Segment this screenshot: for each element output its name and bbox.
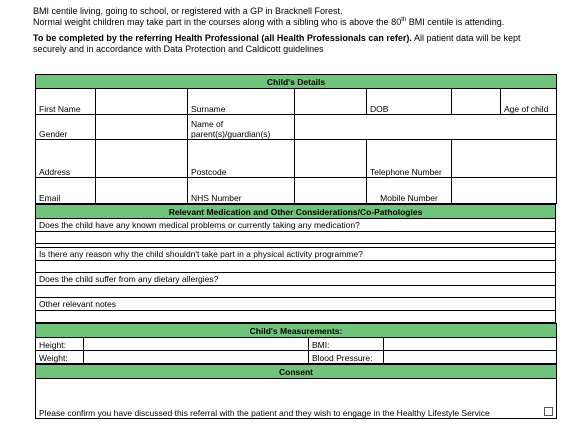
blood-pressure-label: Blood Pressure:: [309, 351, 384, 364]
email-field[interactable]: [96, 178, 188, 204]
surname-field[interactable]: [295, 89, 367, 115]
mobile-number-field[interactable]: [452, 178, 557, 204]
first-name-field[interactable]: [96, 89, 188, 115]
address-label: Address: [36, 140, 96, 178]
answer-medical-problems[interactable]: [36, 232, 556, 244]
bmi-field[interactable]: [384, 338, 557, 351]
medication-header: Relevant Medication and Other Considerations/Co-Pathologies: [36, 205, 556, 219]
parent-name-field[interactable]: [295, 115, 557, 140]
referral-form: [35, 74, 556, 419]
childs-details-table: [35, 74, 557, 204]
parent-name-label: Name of parent(s)/guardian(s): [188, 115, 295, 140]
question-dietary-allergies: Does the child suffer from any dietary allergies?: [36, 273, 556, 286]
nhs-number-field[interactable]: [295, 178, 367, 204]
dob-field[interactable]: [452, 89, 501, 115]
childs-details-header: Child's Details: [36, 75, 557, 89]
consent-table: [35, 364, 557, 419]
age-of-child-label: Age of child: [501, 89, 557, 115]
intro-line-1: BMI centile living, going to school, or registered with a GP in Bracknell Forest.: [33, 6, 343, 16]
consent-header: Consent: [36, 365, 557, 379]
question-medical-problems: Does the child have any known medical problems or currently taking any medication?: [36, 219, 556, 232]
medication-table: [35, 204, 556, 323]
consent-checkbox[interactable]: [544, 407, 553, 416]
nhs-number-label: NHS Number: [188, 178, 295, 204]
answer-other-notes[interactable]: [36, 311, 556, 323]
first-name-label: First Name: [36, 89, 96, 115]
measurements-table: [35, 323, 557, 364]
gender-field[interactable]: [96, 115, 188, 140]
answer-dietary-allergies[interactable]: [36, 286, 556, 298]
blood-pressure-field[interactable]: [384, 351, 557, 364]
mobile-number-label: Mobile Number: [367, 178, 452, 204]
weight-field[interactable]: [84, 351, 309, 364]
telephone-number-field[interactable]: [452, 140, 557, 178]
telephone-number-label: Telephone Number: [367, 140, 452, 178]
dob-label: DOB: [367, 89, 452, 115]
answer-physical-activity[interactable]: [36, 261, 556, 273]
intro-line-4: securely and in accordance with Data Protection and Caldicott guidelines: [33, 44, 324, 54]
address-field[interactable]: [96, 140, 188, 178]
consent-text: Please confirm you have discussed this referral with the patient and they wish to engage in the Healthy Lifestyle Service: [36, 379, 506, 419]
height-field[interactable]: [84, 338, 309, 351]
postcode-label: Postcode: [188, 140, 295, 178]
postcode-field[interactable]: [295, 140, 367, 178]
gender-label: Gender: [36, 115, 96, 140]
weight-label: Weight:: [36, 351, 84, 364]
intro-text: [33, 0, 573, 55]
height-label: Height:: [36, 338, 84, 351]
intro-line-3: To be completed by the referring Health Professional (all Health Professionals can refer). All patient data will be kept: [33, 33, 521, 43]
surname-label: Surname: [188, 89, 295, 115]
email-label: Email: [36, 178, 96, 204]
intro-line-2: Normal weight children may take part in the courses along with a sibling who is above the 80th BMI centile is attending.: [33, 17, 505, 27]
question-physical-activity: Is there any reason why the child shouldn't take part in a physical activity programme?: [36, 248, 556, 261]
measurements-header: Child's Measurements:: [36, 324, 557, 338]
question-other-notes: Other relevant notes: [36, 298, 556, 311]
bmi-label: BMI:: [309, 338, 384, 351]
consent-checkbox-cell: [506, 379, 557, 419]
